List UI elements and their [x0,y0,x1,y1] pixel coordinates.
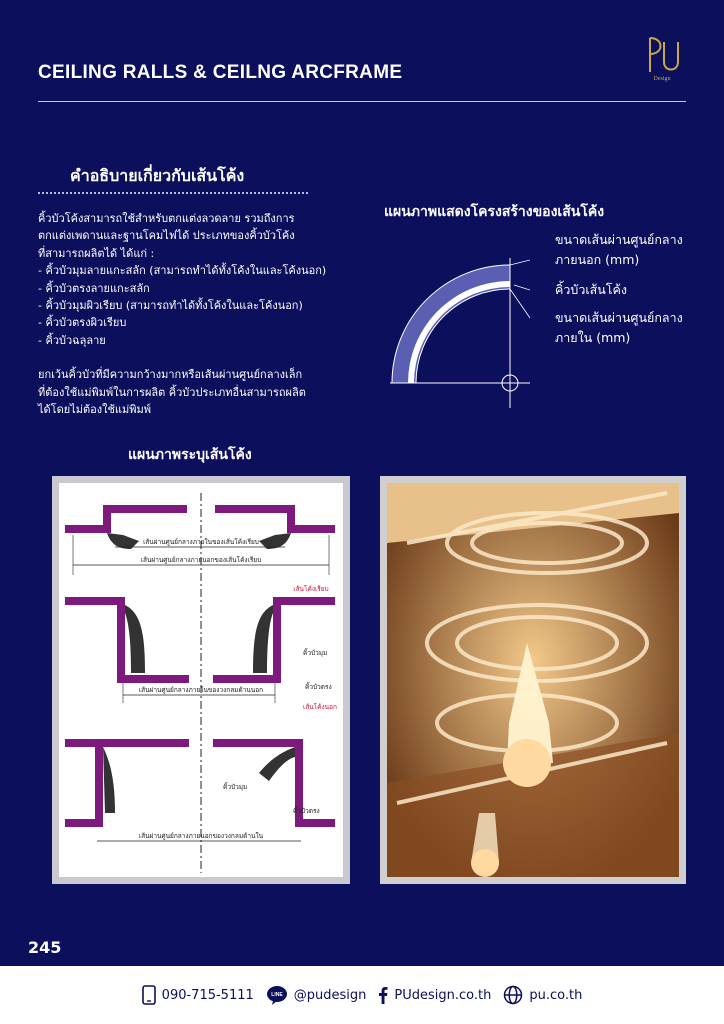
ceiling-photo-panel [380,476,686,884]
d3-label: เส้นผ่านศูนย์กลางภายนอกของวงกลมด้านใน [138,832,264,840]
desc-line: ที่สามารถผลิตได้ ได้แก่ : [38,246,155,260]
footer-line[interactable] [266,985,367,1005]
website-url: pu.co.th [529,987,583,1003]
footer-phone[interactable] [142,985,254,1005]
d2-tag: เส้นโค้งนอก [303,703,337,711]
line-icon [266,985,288,1005]
arc-drawing [390,228,530,413]
d2-straight-label: คิ้วบัวตรง [305,683,332,691]
line-badge: LINE [271,992,283,998]
desc-line: ตกแต่งเพดานและฐานโคมไฟได้ ประเภทของคิ้วบัวโค้ง [38,229,295,243]
ceiling-chandelier-photo [387,483,679,877]
desc-line: - คิ้วบัวมุมผิวเรียบ (สามารถทำได้ทั้งโค้งในและโค้งนอก) [38,299,303,313]
line-id: @pudesign [293,987,367,1003]
pu-design-logo [640,32,684,84]
label-outer-diameter [555,230,683,270]
desc-line: คิ้วบัวโค้งสามารถใช้สำหรับตกแต่งลวดลาย รวมถึงการ [38,212,295,225]
logo-subtext: Design [653,76,671,82]
d3-corner-label: คิ้วบัวมุม [223,783,248,791]
curve-spec-heading: แผนภาพระบุเส้นโค้ง [128,447,252,463]
facebook-page: PUdesign.co.th [394,987,492,1003]
d2-corner-label: คิ้วบัวมุม [303,649,328,657]
structure-heading: แผนภาพแสดงโครงสร้างของเส้นโค้ง [384,204,605,220]
phone-number: 090-715-5111 [161,987,254,1003]
footer-website[interactable] [503,985,582,1005]
dotted-divider [38,192,308,194]
desc-line: - คิ้วบัวมุมลายแกะสลัก (สามารถทำได้ทั้งโค้งในและโค้งนอก) [38,264,327,278]
desc-line: ที่ต้องใช้แม่พิมพ์ในการผลิต คิ้วบัวประเภทอื่นสามารถผลิต [38,385,306,399]
d1-inner-label: เส้นผ่านศูนย์กลางภายในของเส้นโค้งเรียบ [143,538,259,546]
description-heading: คำอธิบายเกี่ยวกับเส้นโค้ง [70,166,245,185]
desc-line: ยกเว้นคิ้วบัวที่มีความกว้างมากหรือเส้นผ่านศูนย์กลางเล็ก [38,368,303,382]
label-curved-molding: คิ้วบัวเส้นโค้ง [555,282,627,297]
footer-contact-bar [0,966,724,1024]
label-outer-line2: ภายนอก (mm) [555,252,640,267]
desc-line: - คิ้วบัวตรงลายแกะสลัก [38,281,150,295]
curve-spec-diagram-panel [52,476,350,884]
d1-tag: เส้นโค้งเรียบ [293,585,329,593]
facebook-icon [378,986,388,1004]
label-inner-diameter [555,308,683,348]
globe-icon [503,985,523,1005]
title-divider [38,101,686,102]
page-title: CEILING RALLS & CEILNG ARCFRAME [38,62,403,83]
d1-outer-label: เส้นผ่านศูนย์กลางภายนอกของเส้นโค้งเรียบ [140,556,262,564]
d2-label: เส้นผ่านศูนย์กลางภายในของวงกลมด้านนอก [138,686,264,694]
label-outer-line1: ขนาดเส้นผ่านศูนย์กลาง [555,232,683,247]
desc-line: ได้โดยไม่ต้องใช้แม่พิมพ์ [38,403,152,417]
curve-spec-diagram [59,483,343,877]
curve-structure-diagram [390,228,720,413]
d3-straight-label: คิ้วบัวตรง [293,807,320,815]
page-number: 245 [28,938,62,957]
desc-line: - คิ้วบัวตรงผิวเรียบ [38,316,127,330]
desc-line: - คิ้วบัวฉลุลาย [38,333,106,347]
phone-icon [142,985,156,1005]
description-text [38,210,338,418]
label-inner-line2: ภายใน (mm) [555,330,631,345]
footer-facebook[interactable] [378,986,491,1004]
label-inner-line1: ขนาดเส้นผ่านศูนย์กลาง [555,310,683,325]
